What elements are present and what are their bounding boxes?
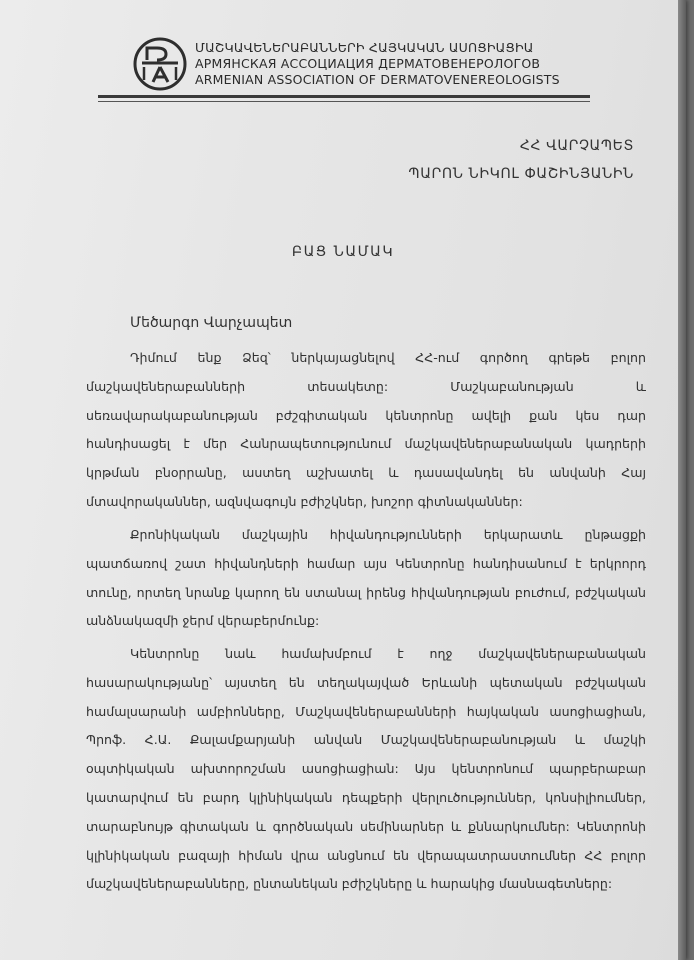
letterhead-rule-thin xyxy=(98,101,590,102)
org-name-english: ARMENIAN ASSOCIATION OF DERMATOVENEREOLOGISTS xyxy=(195,72,560,87)
body-paragraph-2: Քրոնիկական մաշկային հիվանդությունների երկարատև ընթացքի պատճառով շատ հիվանդների համար այս Կենտրոնը հանդիսանում է երկրորդ տունը, որտեղ նրանք կարող են ստանալ իրենց հիվանդության բուժում, բժշկական անձնակազմի ջերմ վերաբերմունք: xyxy=(86,527,646,629)
letterhead xyxy=(132,36,592,96)
addressee-name: ՊԱՐՈՆ ՆԻԿՈԼ ՓԱՇԻՆՅԱՆԻՆ xyxy=(408,166,634,182)
salutation: Մեծարգո Վարչապետ xyxy=(130,315,293,331)
org-name-armenian: ՄԱՇԿԱՎԵՆԵՐԱԲԱՆՆԵՐԻ ՀԱՅԿԱԿԱՆ ԱՍՈՑԻԱՑԻԱ xyxy=(195,40,534,55)
letterhead-rule xyxy=(98,95,590,98)
body-paragraph-1: Դիմում ենք Ձեզ՝ ներկայացնելով ՀՀ-ում գործող գրեթե բոլոր մաշկավեներաբանների տեսակետը: Մաշկաբանության և սեռավարակաբանության բժշգիտական կենտրոնը ավելի քան կես դար հանդիսացել է մեր Հանրապետությունում մաշկավեներաբանական կադրերի կրթման բնօրրանը, աստեղ աշխատել և դասավանդել են անվանի Հայ մտավորականներ, ազնվագույն բժիշկներ, խոշոր գիտնականներ: xyxy=(86,350,646,509)
association-logo-icon xyxy=(132,36,188,92)
organization-names xyxy=(195,40,595,88)
addressee-title: ՀՀ ՎԱՐՉԱՊԵՏ xyxy=(519,138,634,154)
page-edge-shadow xyxy=(678,0,686,960)
letter-title: ԲԱՑ ՆԱՄԱԿ xyxy=(291,244,395,260)
org-name-russian: АРМЯНСКАЯ АССОЦИАЦИЯ ДЕРМАТОВЕНЕРОЛОГОВ xyxy=(195,56,541,71)
body-paragraph-3: Կենտրոնը նաև համախմբում է ողջ մաշկավեներաբանական հասարակությանը՝ այստեղ են տեղակայված Երևանի պետական բժշկական համալսարանի ամբիոնները, Մաշկավեներաբանների հայկական ասոցիացիան, Պրոֆ. Հ.Ա. Քալամքարյանի անվան Մաշկավեներաբանության և մաշկի օպտիկական ախտորոշման ասոցիացիան: Այս կենտրոնում պարբերաբար կատարվում են բարդ կլինիկական դեպքերի վերլուծություններ, կոնսիլիումներ, տարաբնույթ գիտական և գործնական սեմինարներ և քննարկումներ: Կենտրոնի կլինիկական բազայի հիման վրա անցնում են վերապատրաստումներ ՀՀ բոլոր մաշկավեներաբանները, ընտանեկան բժիշկները և հարակից մասնագետները: xyxy=(86,646,646,892)
